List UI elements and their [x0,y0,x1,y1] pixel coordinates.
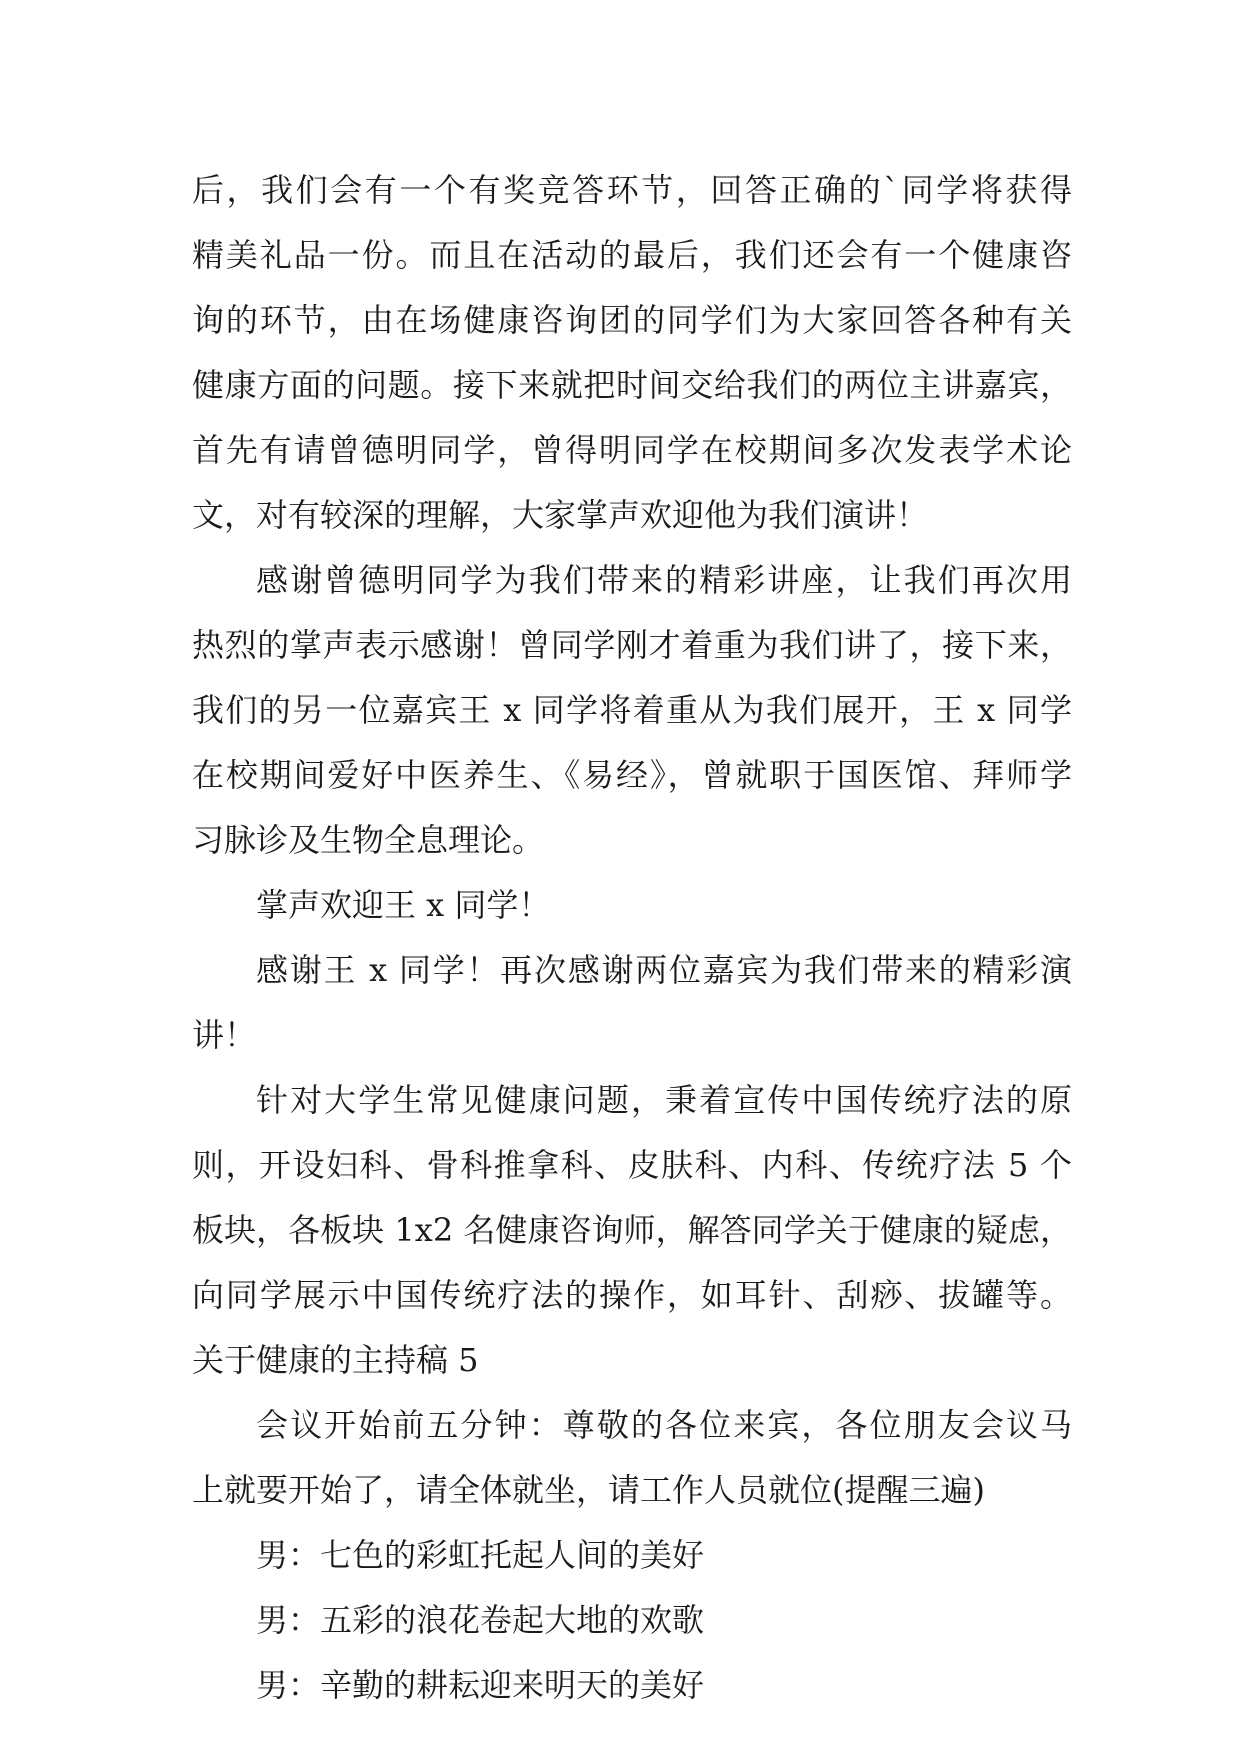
paragraph-first-line: 针对大学生常见健康问题，秉着宣传中国传统疗法的原 [256,1081,1072,1119]
text-line: 热烈的掌声表示感谢！曾同学刚才着重为我们讲了，接下来， [192,626,1072,664]
text-line: 则，开设妇科、骨科推拿科、皮肤科、内科、传统疗法 5 个 [192,1146,1072,1184]
dialogue-line: 男：五彩的浪花卷起大地的欢歌 [256,1601,705,1639]
paragraph-first-line: 会议开始前五分钟：尊敬的各位来宾，各位朋友会议马 [256,1406,1072,1444]
text-line: 习脉诊及生物全息理论。 [192,821,545,859]
text-line: 板块，各板块 1x2 名健康咨询师，解答同学关于健康的疑虑， [192,1211,1072,1249]
text-line: 上就要开始了，请全体就坐，请工作人员就位(提醒三遍) [192,1471,985,1509]
text-line: 向同学展示中国传统疗法的操作，如耳针、刮痧、拔罐等。 [192,1276,1072,1314]
text-line: 询的环节，由在场健康咨询团的同学们为大家回答各种有关 [192,301,1072,339]
paragraph-first-line: 感谢曾德明同学为我们带来的精彩讲座，让我们再次用 [256,561,1072,599]
text-line: 后，我们会有一个有奖竞答环节，回答正确的`同学将获得 [192,171,1072,209]
paragraph-first-line: 掌声欢迎王 x 同学！ [256,886,551,924]
text-line: 我们的另一位嘉宾王 x 同学将着重从为我们展开，王 x 同学 [192,691,1072,729]
section-heading: 关于健康的主持稿 5 [192,1341,479,1379]
document-body [192,158,1072,1718]
text-line: 精美礼品一份。而且在活动的最后，我们还会有一个健康咨 [192,236,1072,274]
dialogue-line: 男：辛勤的耕耘迎来明天的美好 [256,1666,705,1704]
text-line: 首先有请曾德明同学，曾得明同学在校期间多次发表学术论 [192,431,1072,469]
text-line: 文，对有较深的理解，大家掌声欢迎他为我们演讲！ [192,496,929,534]
text-line: 讲！ [192,1016,257,1054]
dialogue-line: 男：七色的彩虹托起人间的美好 [256,1536,705,1574]
paragraph-first-line: 感谢王 x 同学！再次感谢两位嘉宾为我们带来的精彩演 [256,951,1072,989]
text-line: 健康方面的问题。接下来就把时间交给我们的两位主讲嘉宾， [192,366,1072,404]
text-line: 在校期间爱好中医养生、《易经》，曾就职于国医馆、拜师学 [192,756,1072,794]
